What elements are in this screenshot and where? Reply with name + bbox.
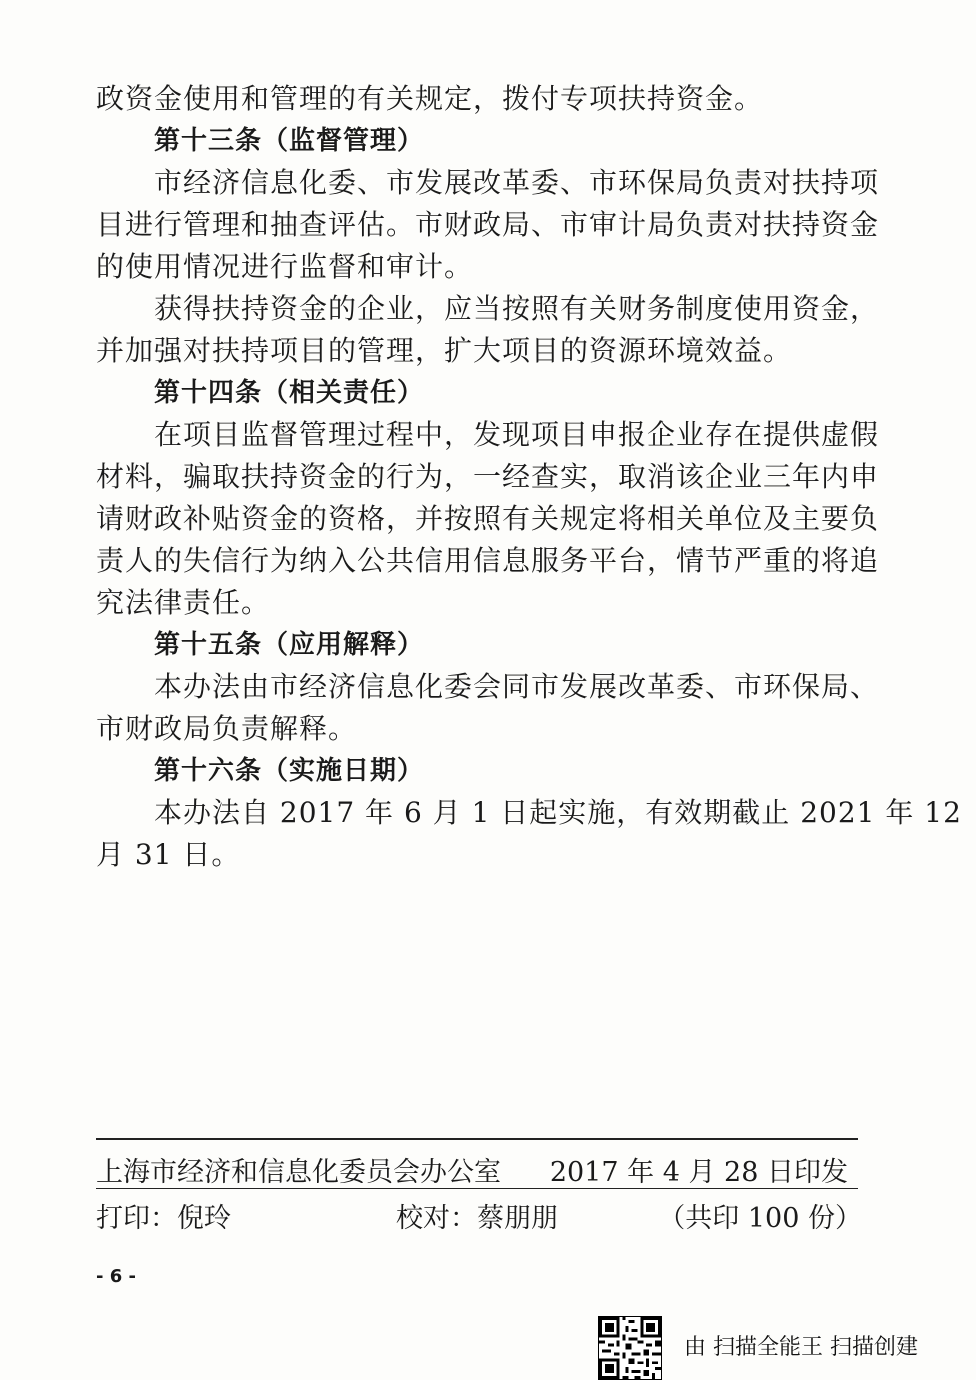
scanner-watermark: 由 扫描全能王 扫描创建 [684,1335,918,1360]
body-line: 目进行管理和抽查评估。市财政局、市审计局负责对扶持资金 [96,208,880,241]
article-14-heading: 第十四条（相关责任） [154,378,425,408]
page-number: - 6 - [96,1266,136,1287]
article-13-heading: 第十三条（监督管理） [154,126,425,156]
issuer-name: 上海市经济和信息化委员会办公室 [96,1157,501,1188]
body-line: 责人的失信行为纳入公共信用信息服务平台，情节严重的将追 [96,544,880,577]
body-line: 市经济信息化委、市发展改革委、市环保局负责对扶持项 [154,166,880,199]
issue-date: 2017 年 4 月 28 日印发 [549,1157,848,1188]
body-line: 市财政局负责解释。 [96,712,358,745]
footer-mid-rule [96,1188,858,1189]
article-15-heading: 第十五条（应用解释） [154,630,425,660]
proofreader: 校对：蔡朋朋 [396,1203,558,1234]
body-line: 的使用情况进行监督和审计。 [96,250,474,283]
body-line: 本办法由市经济信息化委会同市发展改革委、市环保局、 [154,670,880,703]
body-line: 材料，骗取扶持资金的行为，一经查实，取消该企业三年内申 [96,460,880,493]
body-line: 本办法自 2017 年 6 月 1 日起实施，有效期截止 2021 年 12 [154,796,962,829]
copies: （共印 100 份） [658,1203,862,1234]
body-line: 月 31 日。 [96,838,241,871]
document-body [96,78,962,876]
body-line: 获得扶持资金的企业，应当按照有关财务制度使用资金， [154,292,880,325]
body-line: 政资金使用和管理的有关规定，拨付专项扶持资金。 [96,82,764,115]
body-line: 请财政补贴资金的资格，并按照有关规定将相关单位及主要负 [96,502,880,535]
typist: 打印：倪玲 [96,1203,231,1234]
body-line: 并加强对扶持项目的管理，扩大项目的资源环境效益。 [96,334,793,367]
body-line: 在项目监督管理过程中，发现项目申报企业存在提供虚假 [154,418,880,451]
body-line: 究法律责任。 [96,586,271,619]
footer-top-rule [96,1138,858,1140]
article-16-heading: 第十六条（实施日期） [154,756,425,786]
qr-code-icon [598,1316,662,1380]
